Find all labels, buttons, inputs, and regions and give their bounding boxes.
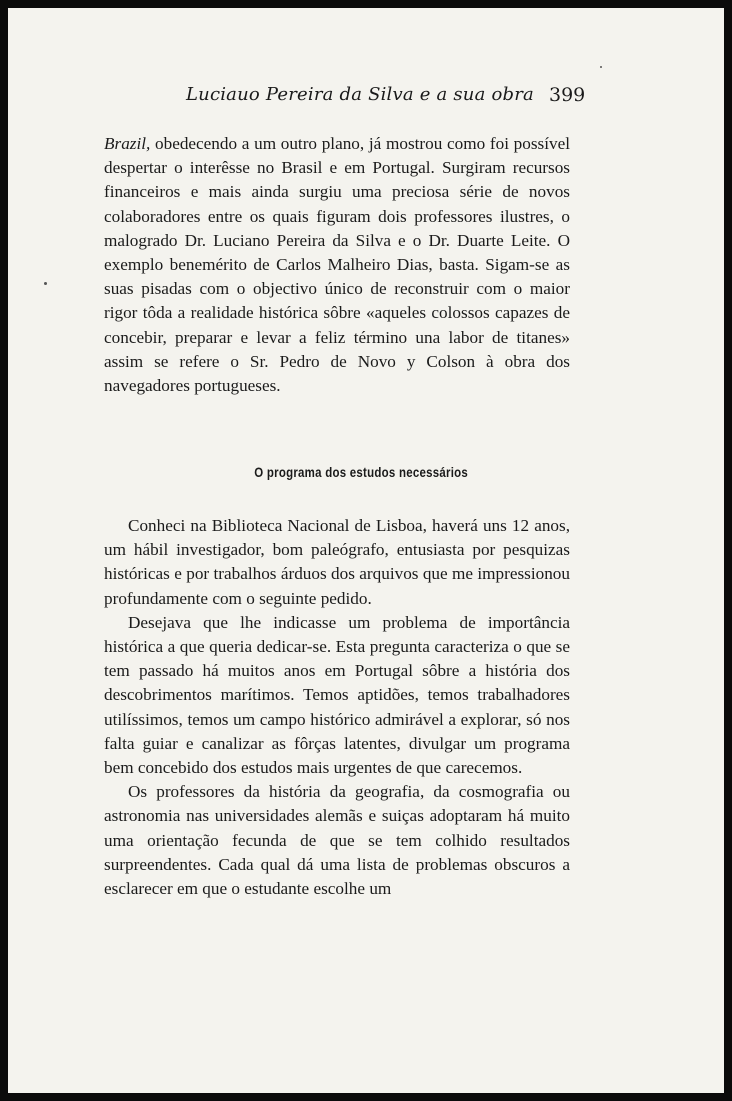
paragraph-continued [104, 132, 570, 398]
paragraph: Conheci na Biblioteca Nacional de Lisboa, haverá uns 12 anos, um hábil investigador, bom paleógrafo, entusiasta por pesquizas históricas e por trabalhos árduos dos arquivos que me impressionou profundamente com o seguinte pedido. [104, 516, 570, 608]
book-page [8, 8, 724, 1093]
running-head-title: Luciauo Pereira da Silva e a sua obra [186, 84, 534, 105]
running-head [8, 84, 724, 114]
section-heading: O programa dos estudos necessários [254, 464, 469, 480]
page-number: 399 [549, 84, 586, 106]
paragraph-continued-text: obedecendo a um outro plano, já mostrou como foi possível despertar o interêsse no Brasil e em Portugal. Surgiram recursos financeiros e mais ainda surgiu uma preciosa série de novos colaboradores entre os quais figuram dois professores ilustres, o malogrado Dr. Luciano Pereira da Silva e o Dr. Duarte Leite. O exemplo benemérito de Carlos Malheiro Dias, basta. Sigam-se as suas pisadas com o objectivo único de reconstruir com o maior rigor tôda a realidade histórica sôbre «aqueles colossos capazes de concebir, preparar e levar a feliz término una labor de titanes» assim se refere o Sr. Pedro de Novo y Colson à obra dos navegadores portugueses. [104, 134, 570, 396]
paper-speck [600, 66, 602, 68]
paper-speck [44, 282, 47, 285]
paragraph: Desejava que lhe indicasse um problema de importância histórica a que queria dedicar-se. Esta pregunta caracteriza o que se tem passado há muitos anos em Portugal sôbre a história dos descobrimentos marítimos. Temos aptidões, temos trabalhadores utilíssimos, temos um campo histórico admirável a explorar, só nos falta guiar e canalizar as fôrças latentes, divulgar um programa bem concebido dos estudos mais urgentes de que carecemos. [104, 612, 570, 778]
text-block-bottom [104, 514, 570, 901]
paragraph: Os professores da história da geografia, da cosmografia ou astronomia nas universidades alemãs e suiças adoptaram há muito uma orientação fecunda de que se tem colhido resultados surpreendentes. Cada qual dá uma lista de problemas obscuros a esclarecer em que o estudante escolhe um [104, 782, 570, 899]
text-block-top [104, 132, 570, 398]
paragraph-lead-italic: Brazil, [104, 134, 151, 153]
